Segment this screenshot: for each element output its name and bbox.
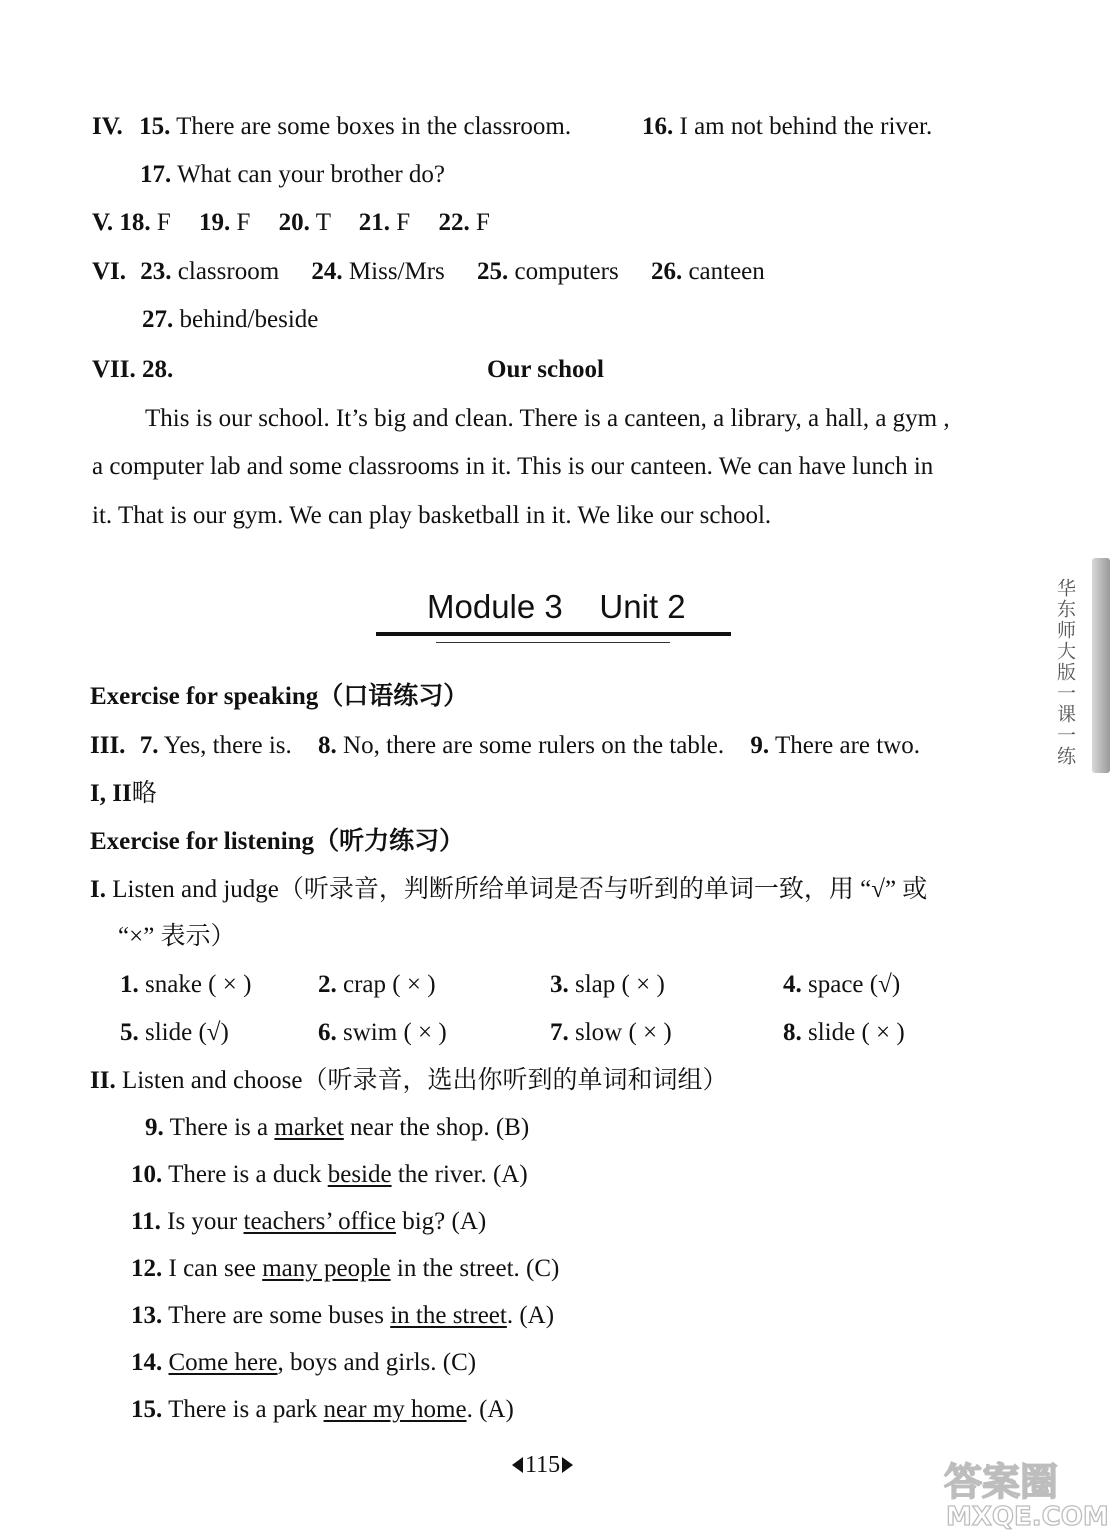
question-17	[140, 160, 445, 190]
listen-judge-instruction	[90, 875, 927, 905]
essay-title: Our school	[487, 356, 604, 383]
sentence-post: big? (A)	[395, 1208, 487, 1235]
judge-item	[318, 1018, 447, 1048]
question-number: 8.	[783, 1019, 802, 1046]
judge-item	[318, 970, 436, 1000]
answer-text: F	[236, 209, 251, 236]
section-number: IV.	[92, 113, 123, 140]
answer-text: What can your brother do?	[177, 161, 446, 188]
question-number: 9.	[750, 732, 770, 759]
answer-text: I am not behind the river.	[679, 113, 933, 140]
section-number: II.	[90, 1067, 116, 1094]
question-number: 1.	[120, 971, 139, 998]
question-number: 9.	[145, 1114, 164, 1141]
section-title: Listen and judge	[112, 876, 279, 903]
answer-text: Miss/Mrs	[348, 258, 445, 285]
section-vii-number: VII. 28.	[92, 356, 174, 383]
section-instruction-cont: “×” 表示）	[118, 923, 236, 950]
judge-word: slow	[575, 1019, 623, 1046]
section-number: I.	[90, 876, 106, 903]
choose-item	[131, 1348, 476, 1378]
underlined-answer: Come here	[168, 1349, 278, 1376]
answer-text: F	[156, 209, 171, 236]
question-number: 24.	[311, 258, 343, 285]
heading-text: Exercise for listening	[90, 828, 315, 855]
sentence-post: . (A)	[466, 1396, 514, 1423]
answer-text: T	[315, 209, 331, 236]
question-number: 4.	[783, 971, 802, 998]
sentence-post: . (A)	[506, 1302, 555, 1329]
question-number: 2.	[318, 971, 337, 998]
heading-cn: （口语练习）	[318, 683, 469, 710]
judge-item	[783, 1018, 905, 1048]
underlined-answer: market	[274, 1114, 344, 1141]
essay-line: This is our school. It’s big and clean. There is a canteen, a library, a hall, a gym ,	[145, 405, 950, 432]
section-title: Listen and choose	[121, 1067, 303, 1094]
sentence-post: , boys and girls. (C)	[277, 1349, 477, 1376]
answer-text: canteen	[688, 258, 765, 285]
judge-mark: ( × )	[392, 971, 436, 998]
heading-cn: （听力练习）	[314, 828, 465, 855]
essay-line: a computer lab and some classrooms in it. This is our canteen. We can have lunch in	[92, 453, 934, 480]
question-number: 27.	[142, 306, 174, 333]
judge-word: snake	[145, 971, 202, 998]
judge-mark: (√)	[198, 1019, 229, 1046]
title-underline-thick	[376, 632, 731, 636]
sentence-pre: There is a duck	[168, 1161, 328, 1188]
sentence-post: the river. (A)	[391, 1161, 528, 1188]
underlined-answer: in the street	[390, 1302, 507, 1329]
sentence-pre: There is a	[169, 1114, 275, 1141]
judge-item	[783, 970, 900, 1000]
judge-word: slide	[808, 1019, 856, 1046]
answer-text: classroom	[177, 258, 280, 285]
judge-item	[550, 1018, 672, 1048]
choose-item	[131, 1254, 559, 1284]
question-number: 13.	[131, 1302, 163, 1329]
section-number: V.	[92, 209, 114, 236]
underlined-answer: many people	[262, 1255, 391, 1282]
question-number: 14.	[131, 1349, 163, 1376]
judge-mark: ( × )	[861, 1019, 905, 1046]
heading-text: Exercise for speaking	[90, 683, 319, 710]
judge-mark: ( × )	[208, 971, 252, 998]
choose-item	[145, 1113, 529, 1143]
section-instruction: （听录音，判断所给单词是否与听到的单词一致，用 “√” 或	[278, 876, 928, 903]
judge-word: space	[808, 971, 864, 998]
speaking-heading	[90, 682, 468, 712]
answer-text: There are two.	[774, 732, 921, 759]
choose-item	[131, 1301, 554, 1331]
section-iv-line-1	[92, 112, 571, 142]
question-number: 18.	[119, 209, 151, 236]
listen-choose-instruction	[90, 1066, 728, 1096]
judge-word: slap	[575, 971, 616, 998]
sentence-pre: I can see	[168, 1255, 263, 1282]
underlined-answer: teachers’ office	[243, 1208, 396, 1235]
question-16	[642, 112, 932, 142]
question-number: 15.	[139, 113, 171, 140]
watermark-line2: MXQE.COM	[946, 1502, 1109, 1530]
question-number: 23.	[140, 258, 172, 285]
question-number: 25.	[477, 258, 509, 285]
question-number: 17.	[140, 161, 172, 188]
judge-item	[120, 970, 251, 1000]
judge-word: slide	[145, 1019, 193, 1046]
question-number: 5.	[120, 1019, 139, 1046]
right-arrow-icon	[562, 1457, 573, 1473]
question-27	[142, 305, 318, 335]
listening-heading	[90, 827, 464, 857]
question-number: 26.	[650, 258, 683, 285]
section-number: VI.	[92, 258, 127, 285]
sentence-post: near the shop. (B)	[343, 1114, 530, 1141]
choose-item	[131, 1395, 514, 1425]
question-number: 22.	[438, 209, 470, 236]
side-tab	[1092, 558, 1110, 773]
question-number: 19.	[199, 209, 231, 236]
answer-text: F	[396, 209, 411, 236]
answer-text: There are some boxes in the classroom.	[176, 113, 572, 140]
section-v-line	[92, 208, 490, 238]
title-underline-thin	[436, 642, 670, 643]
answer-text: No, there are some rulers on the table.	[343, 732, 725, 759]
judge-mark: (√)	[869, 971, 901, 998]
underlined-answer: beside	[327, 1161, 392, 1188]
judge-item	[120, 1018, 229, 1048]
essay-line: it. That is our gym. We can play basketball in it. We like our school.	[92, 502, 772, 529]
judge-word: swim	[343, 1019, 398, 1046]
left-arrow-icon	[512, 1457, 523, 1473]
answer-text: behind/beside	[179, 306, 319, 333]
question-number: 11.	[131, 1208, 161, 1235]
sentence-pre: Is your	[167, 1208, 244, 1235]
question-number: 8.	[318, 732, 337, 759]
sentence-pre: There is a park	[168, 1396, 324, 1423]
omitted-line	[90, 779, 157, 809]
choose-item	[131, 1207, 486, 1237]
watermark-line1: 答案圈	[944, 1460, 1059, 1504]
judge-mark: ( × )	[403, 1019, 447, 1046]
question-number: 7.	[550, 1019, 569, 1046]
underlined-answer: near my home	[323, 1396, 467, 1423]
side-label: 华东师大版一课一练	[1054, 578, 1076, 767]
answer-text: Yes, there is.	[163, 732, 292, 759]
question-number: 10.	[131, 1161, 163, 1188]
section-number: III.	[90, 732, 126, 759]
question-number: 7.	[139, 732, 159, 759]
watermark-logo	[936, 1455, 1111, 1530]
choose-item	[131, 1160, 528, 1190]
page-number-text: 115	[525, 1452, 561, 1478]
page-number	[512, 1450, 573, 1480]
question-number: 16.	[642, 113, 674, 140]
omitted-note: 略	[131, 780, 157, 807]
question-number: 3.	[550, 971, 569, 998]
question-number: 21.	[358, 209, 391, 236]
question-number: 6.	[318, 1019, 337, 1046]
omitted-sections: I, II	[90, 780, 132, 807]
judge-mark: ( × )	[621, 971, 665, 998]
judge-word: crap	[343, 971, 387, 998]
judge-item	[550, 970, 665, 1000]
judge-mark: ( × )	[628, 1019, 672, 1046]
section-instruction: （听录音，选出你听到的单词和词组）	[302, 1067, 728, 1094]
question-number: 20.	[278, 209, 310, 236]
answer-text: F	[475, 209, 490, 236]
sentence-post: in the street. (C)	[390, 1255, 560, 1282]
answer-text: computers	[514, 258, 619, 285]
sentence-pre: There are some buses	[168, 1302, 391, 1329]
module-title: Module 3 Unit 2	[427, 588, 686, 625]
section-iii-line	[90, 731, 920, 761]
question-number: 12.	[131, 1255, 163, 1282]
section-vi-line-1	[92, 257, 765, 287]
question-number: 15.	[131, 1396, 163, 1423]
